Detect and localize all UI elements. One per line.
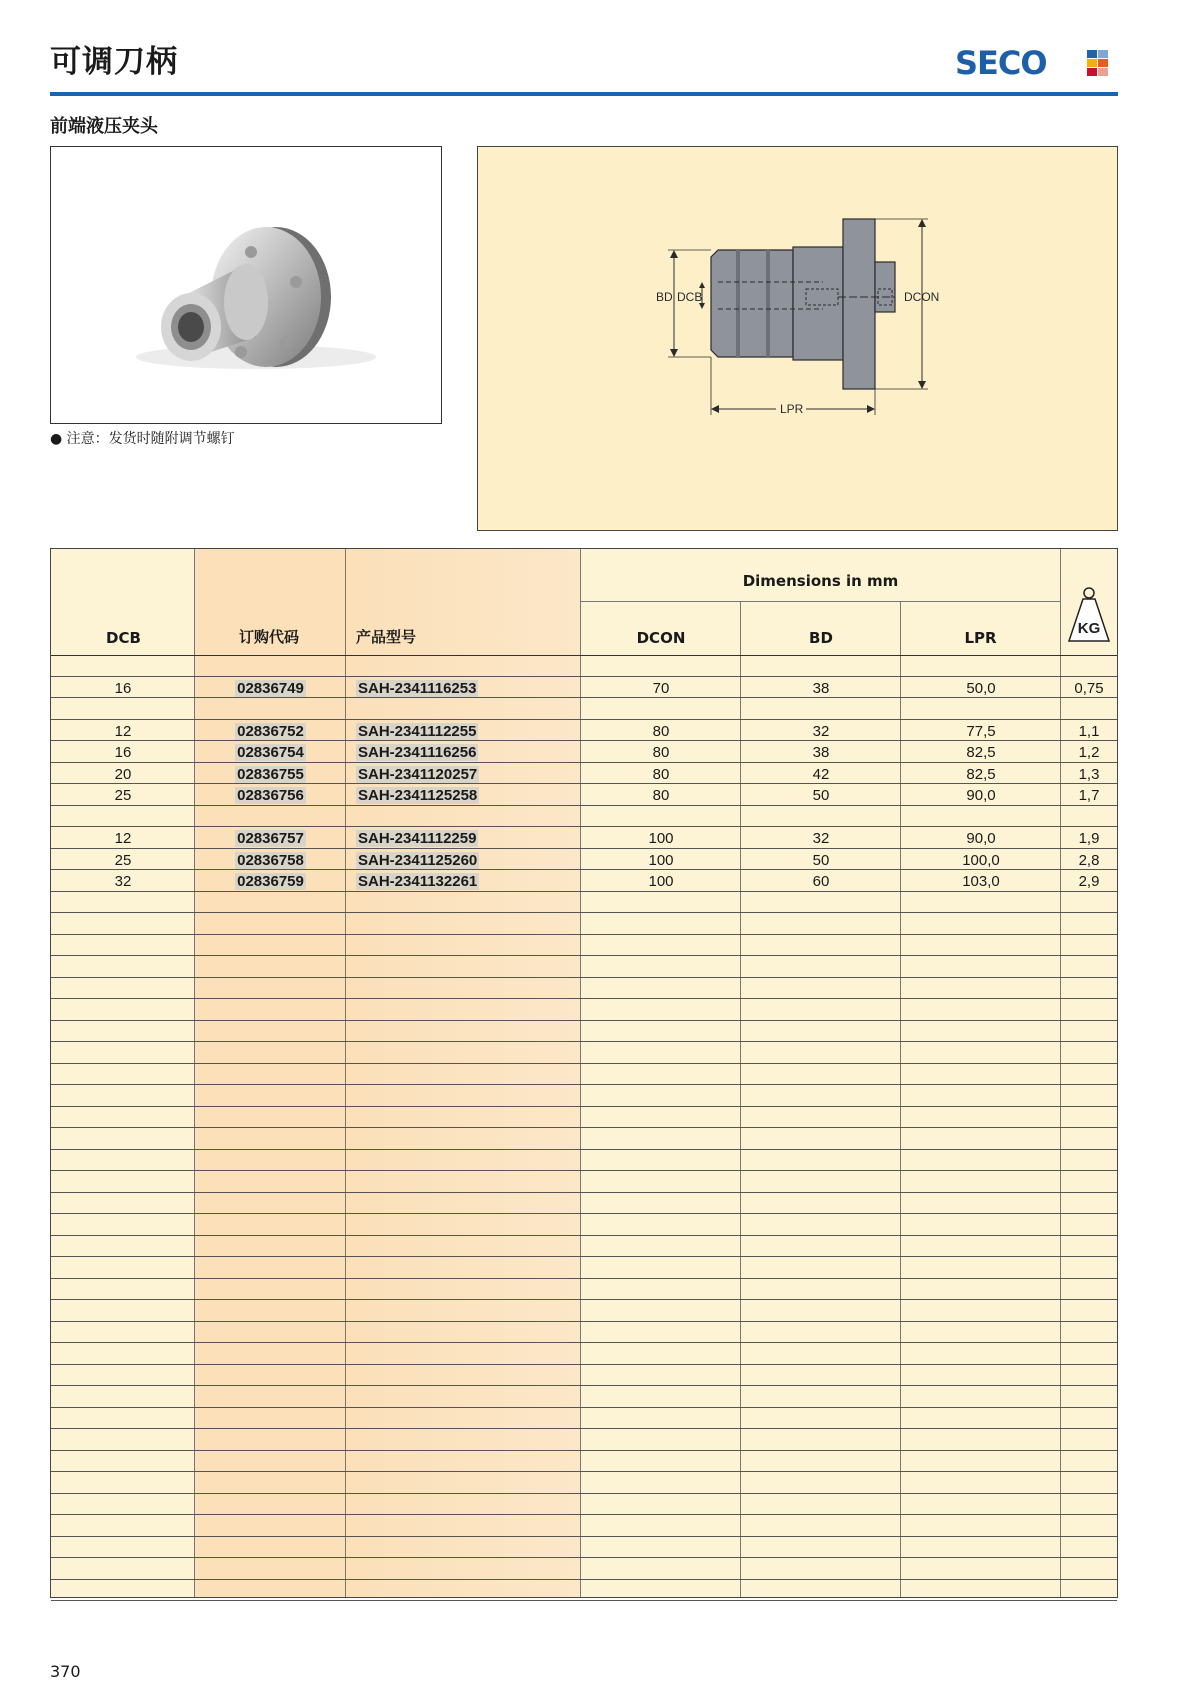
cell-order-code [195, 720, 346, 741]
cell-bd [741, 655, 901, 676]
cell-lpr [901, 806, 1061, 827]
table-row [51, 1451, 1117, 1473]
table-body [51, 655, 1117, 1597]
cell-bd: 32 [812, 722, 830, 740]
cell-product-model-text: SAH-2341125258 [358, 787, 478, 804]
header-order-code-label: 订购代码 [239, 628, 300, 646]
cell-dcon: 70 [652, 679, 670, 697]
cell-dcb: 25 [114, 851, 132, 869]
cell-kg: 1,9 [1078, 830, 1100, 847]
cell-order-code-text: 02836749 [237, 679, 304, 697]
cell-order-code [195, 827, 346, 848]
table-row [51, 1580, 1117, 1602]
cell-lpr: 90,0 [966, 787, 996, 804]
cell-order-code [195, 677, 346, 698]
table-row [51, 1150, 1117, 1172]
product-table [50, 548, 1118, 1598]
cell-order-code-text: 02836759 [237, 873, 304, 890]
table-row [51, 806, 1117, 828]
cell-bd: 50 [812, 851, 830, 869]
cell-kg: 0,75 [1074, 679, 1104, 697]
cell-bd: 50 [812, 787, 830, 804]
hydraulic-chuck-image [51, 147, 441, 423]
cell-kg: 2,8 [1078, 851, 1100, 869]
header-dcb [51, 549, 195, 655]
cell-product-model-text: SAH-2341116253 [358, 679, 477, 697]
product-photo [50, 146, 442, 424]
cell-dcb: 20 [114, 765, 132, 783]
cell-lpr [901, 655, 1061, 676]
cell-order-code [195, 784, 346, 805]
cell-product-model [356, 655, 576, 676]
cell-order-code-text [269, 701, 273, 718]
cell-dcb: 16 [114, 679, 132, 697]
cell-dcb: 12 [114, 830, 132, 847]
table-row [51, 849, 1117, 871]
kg-label: KG [1077, 620, 1101, 637]
cell-bd: 32 [812, 830, 830, 847]
table-row [51, 1558, 1117, 1580]
cell-kg: 1,2 [1078, 744, 1100, 761]
cell-product-model [356, 720, 576, 741]
table-row [51, 1494, 1117, 1516]
cell-product-model-text: SAH-2341120257 [358, 765, 478, 783]
cell-kg [1061, 655, 1117, 676]
cell-product-model [356, 763, 576, 784]
dimensions-in-mm-label: Dimensions in mm [581, 549, 1060, 602]
header-dimensions [581, 549, 1061, 655]
header-dcb-label: DCB [106, 629, 141, 647]
table-row [51, 677, 1117, 699]
cell-dcb [51, 698, 195, 719]
table-row [51, 1193, 1117, 1215]
cell-order-code-text: 02836752 [237, 722, 304, 740]
chuck-dimension-diagram [478, 147, 1117, 530]
cell-dcb: 25 [114, 787, 132, 804]
page-subtitle: 前端液压夹头 [50, 116, 158, 137]
cell-kg [1061, 806, 1117, 827]
table-row [51, 1236, 1117, 1258]
cell-product-model [356, 698, 576, 719]
shipping-note: ● 注意：发货时随附调节螺钉 [50, 431, 235, 447]
header-dcon-label: DCON [636, 629, 686, 647]
table-row [51, 1021, 1117, 1043]
header-bd [741, 602, 901, 655]
table-row [51, 1322, 1117, 1344]
cell-bd [741, 806, 901, 827]
cell-dcon: 100 [648, 830, 674, 847]
bd-label: BD [656, 290, 673, 304]
table-row [51, 720, 1117, 742]
table-row [51, 1537, 1117, 1559]
cell-dcon: 100 [648, 873, 674, 890]
logo-squares-icon [1087, 50, 1109, 76]
cell-order-code [195, 698, 346, 719]
cell-bd: 60 [812, 873, 830, 890]
cell-order-code-text [269, 658, 273, 675]
cell-lpr: 82,5 [966, 765, 996, 783]
header-bd-label: BD [809, 629, 833, 647]
cell-product-model [356, 784, 576, 805]
cell-bd: 42 [812, 765, 830, 783]
cell-lpr: 103,0 [962, 873, 1000, 890]
table-row [51, 1085, 1117, 1107]
cell-dcb [51, 655, 195, 676]
header-lpr-label: LPR [964, 629, 997, 647]
table-row [51, 827, 1117, 849]
table-row [51, 741, 1117, 763]
cell-lpr: 100,0 [962, 851, 1000, 869]
cell-product-model-text: SAH-2341132261 [358, 873, 478, 890]
cell-product-model [356, 849, 576, 870]
cell-kg: 1,3 [1078, 765, 1100, 783]
cell-dcb: 16 [114, 744, 132, 761]
cell-bd: 38 [812, 744, 830, 761]
cell-order-code [195, 741, 346, 762]
table-row [51, 1515, 1117, 1537]
cell-product-model-text [356, 809, 360, 826]
table-row [51, 1429, 1117, 1451]
cell-dcon: 80 [652, 744, 670, 761]
header-kg [1061, 549, 1117, 655]
header-dcon [581, 602, 741, 655]
cell-kg [1061, 698, 1117, 719]
cell-product-model [356, 827, 576, 848]
table-row [51, 1300, 1117, 1322]
table-row [51, 999, 1117, 1021]
cell-order-code [195, 849, 346, 870]
cell-dcon: 100 [648, 851, 674, 869]
cell-order-code-text: 02836756 [237, 787, 304, 804]
cell-product-model [356, 870, 576, 891]
table-row [51, 784, 1117, 806]
cell-kg: 1,1 [1078, 722, 1100, 740]
cell-lpr: 82,5 [966, 744, 996, 761]
cell-order-code [195, 763, 346, 784]
cell-order-code [195, 806, 346, 827]
cell-lpr: 50,0 [966, 679, 996, 697]
dcb-label: DCB [677, 290, 703, 304]
cell-order-code [195, 655, 346, 676]
cell-dcon [581, 806, 741, 827]
seco-logo [955, 44, 1115, 84]
header-product-model [346, 549, 581, 655]
cell-dcon [581, 655, 741, 676]
cell-dcb: 12 [114, 722, 132, 740]
header-product-model-label: 产品型号 [356, 628, 417, 646]
page-title: 可调刀柄 [50, 44, 178, 80]
cell-lpr: 90,0 [966, 830, 996, 847]
cell-dcb [51, 806, 195, 827]
cell-dcb: 32 [114, 873, 132, 890]
table-row [51, 1386, 1117, 1408]
table-row [51, 698, 1117, 720]
cell-product-model-text: SAH-2341125260 [358, 851, 478, 869]
header-order-code [195, 549, 346, 655]
cell-lpr [901, 698, 1061, 719]
lpr-label: LPR [780, 402, 804, 416]
cell-kg: 1,7 [1078, 787, 1100, 804]
cell-dcon: 80 [652, 765, 670, 783]
header-rule [50, 92, 1118, 96]
cell-order-code-text [269, 809, 273, 826]
dcon-label: DCON [904, 290, 940, 304]
cell-order-code-text: 02836758 [237, 851, 304, 869]
table-row [51, 1257, 1117, 1279]
cell-product-model-text: SAH-2341112255 [358, 722, 477, 740]
table-row [51, 935, 1117, 957]
header-lpr [901, 602, 1060, 655]
cell-order-code-text: 02836757 [237, 830, 304, 847]
cell-product-model-text [356, 701, 360, 718]
cell-product-model [356, 806, 576, 827]
cell-dcon: 80 [652, 787, 670, 804]
cell-dcon: 80 [652, 722, 670, 740]
table-row [51, 870, 1117, 892]
table-row [51, 1365, 1117, 1387]
logo-text: SECO [955, 44, 1047, 82]
table-row [51, 763, 1117, 785]
table-row [51, 956, 1117, 978]
table-row [51, 1343, 1117, 1365]
page-number: 370 [50, 1662, 81, 1681]
cell-order-code-text: 02836755 [237, 765, 304, 783]
cell-order-code-text: 02836754 [237, 744, 304, 761]
table-row [51, 1042, 1117, 1064]
table-row [51, 1472, 1117, 1494]
cell-lpr: 77,5 [966, 722, 996, 740]
table-row [51, 892, 1117, 914]
table-row [51, 1214, 1117, 1236]
weight-icon [1061, 549, 1117, 655]
cell-product-model [356, 677, 576, 698]
table-row [51, 1128, 1117, 1150]
cell-dcon [581, 698, 741, 719]
cell-product-model-text: SAH-2341116256 [358, 744, 477, 761]
cell-bd [741, 698, 901, 719]
table-row [51, 1171, 1117, 1193]
cell-product-model-text: SAH-2341112259 [358, 830, 477, 847]
table-row [51, 1064, 1117, 1086]
table-row [51, 1279, 1117, 1301]
cell-bd: 38 [812, 679, 830, 697]
table-row [51, 1408, 1117, 1430]
cell-order-code [195, 870, 346, 891]
table-row [51, 655, 1117, 677]
table-header [51, 549, 1117, 656]
cell-product-model [356, 741, 576, 762]
technical-drawing [477, 146, 1118, 531]
cell-kg: 2,9 [1078, 873, 1100, 890]
table-row [51, 1107, 1117, 1129]
table-row [51, 978, 1117, 1000]
table-row [51, 913, 1117, 935]
cell-product-model-text [356, 658, 360, 675]
